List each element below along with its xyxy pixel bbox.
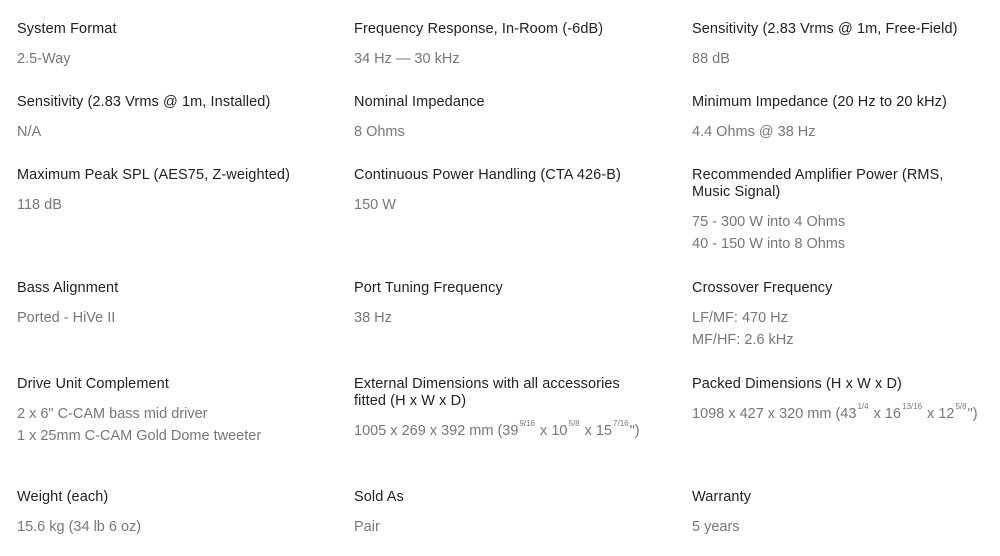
spec-value <box>354 420 644 442</box>
spec-value: 1 x 25mm C-CAM Gold Dome tweeter <box>17 428 262 444</box>
spec-value: 34 Hz — 30 kHz <box>354 51 460 67</box>
dim-text: 1098 x 427 x 320 mm (43 <box>692 406 857 422</box>
dim-fraction: 9/16 <box>519 419 536 428</box>
spec-value: 4.4 Ohms @ 38 Hz <box>692 124 816 140</box>
spec-system-format <box>17 21 317 70</box>
spec-weight <box>17 489 317 538</box>
spec-label: Recommended Amplifier Power (RMS, Music Signal) <box>692 167 944 200</box>
spec-label: System Format <box>17 21 117 37</box>
spec-value: 40 - 150 W into 8 Ohms <box>692 236 846 252</box>
dim-text: ") <box>967 406 978 422</box>
spec-label: Drive Unit Complement <box>17 376 169 392</box>
spec-value: 118 dB <box>17 197 62 213</box>
spec-sensitivity-installed <box>17 94 317 143</box>
spec-recommended-amplifier-power <box>692 167 982 255</box>
spec-packed-dimensions <box>692 376 992 425</box>
spec-drive-unit-complement <box>17 376 317 447</box>
spec-label: Sensitivity (2.83 Vrms @ 1m, Installed) <box>17 94 271 110</box>
dim-text: x 15 <box>580 423 613 439</box>
spec-bass-alignment <box>17 280 317 329</box>
spec-value: 38 Hz <box>354 310 392 326</box>
spec-sold-as <box>354 489 654 538</box>
spec-value: 88 dB <box>692 51 730 67</box>
spec-sensitivity-free-field <box>692 21 982 70</box>
spec-label: Frequency Response, In-Room (-6dB) <box>354 21 604 37</box>
spec-value: 150 W <box>354 197 396 213</box>
spec-value: 2 x 6" C-CAM bass mid driver <box>17 406 208 422</box>
spec-label: Warranty <box>692 489 752 505</box>
spec-value: 5 years <box>692 519 740 535</box>
spec-label: Maximum Peak SPL (AES75, Z-weighted) <box>17 167 291 183</box>
spec-minimum-impedance <box>692 94 982 143</box>
spec-label: Bass Alignment <box>17 280 119 296</box>
dim-fraction: 5/8 <box>955 402 967 411</box>
spec-value: 8 Ohms <box>354 124 405 140</box>
spec-value: 2.5-Way <box>17 51 71 67</box>
spec-value: Ported - HiVe II <box>17 310 116 326</box>
spec-value: LF/MF: 470 Hz <box>692 310 788 326</box>
spec-label: External Dimensions with all accessories fitted (H x W x D) <box>354 376 620 409</box>
spec-continuous-power-handling <box>354 167 654 216</box>
dim-fraction: 13/16 <box>902 402 923 411</box>
dim-text: 1005 x 269 x 392 mm (39 <box>354 423 519 439</box>
spec-value: 15.6 kg (34 lb 6 oz) <box>17 519 142 535</box>
dim-fraction: 5/8 <box>568 419 580 428</box>
spec-label: Port Tuning Frequency <box>354 280 503 296</box>
spec-crossover-frequency <box>692 280 982 351</box>
dim-fraction: 7/16 <box>613 419 629 428</box>
dim-fraction: 1/4 <box>857 402 869 411</box>
spec-label: Continuous Power Handling (CTA 426-B) <box>354 167 621 183</box>
spec-nominal-impedance <box>354 94 654 143</box>
spec-label: Packed Dimensions (H x W x D) <box>692 376 902 392</box>
spec-frequency-response <box>354 21 654 70</box>
spec-value: 75 - 300 W into 4 Ohms <box>692 214 846 230</box>
dim-text: x 16 <box>869 406 901 422</box>
spec-value <box>692 403 992 425</box>
spec-label: Nominal Impedance <box>354 94 485 110</box>
spec-maximum-peak-spl <box>17 167 317 216</box>
spec-label: Weight (each) <box>17 489 109 505</box>
dim-text: x 10 <box>536 423 568 439</box>
spec-label: Crossover Frequency <box>692 280 833 296</box>
spec-port-tuning-frequency <box>354 280 654 329</box>
dim-text: ") <box>629 423 640 439</box>
spec-value: MF/HF: 2.6 kHz <box>692 332 794 348</box>
dim-text: x 12 <box>923 406 955 422</box>
spec-warranty <box>692 489 982 538</box>
spec-value: Pair <box>354 519 380 535</box>
spec-external-dimensions <box>354 376 644 442</box>
spec-value: N/A <box>17 124 42 140</box>
spec-label: Sold As <box>354 489 404 505</box>
spec-label: Sensitivity (2.83 Vrms @ 1m, Free-Field) <box>692 21 958 37</box>
spec-label: Minimum Impedance (20 Hz to 20 kHz) <box>692 94 947 110</box>
